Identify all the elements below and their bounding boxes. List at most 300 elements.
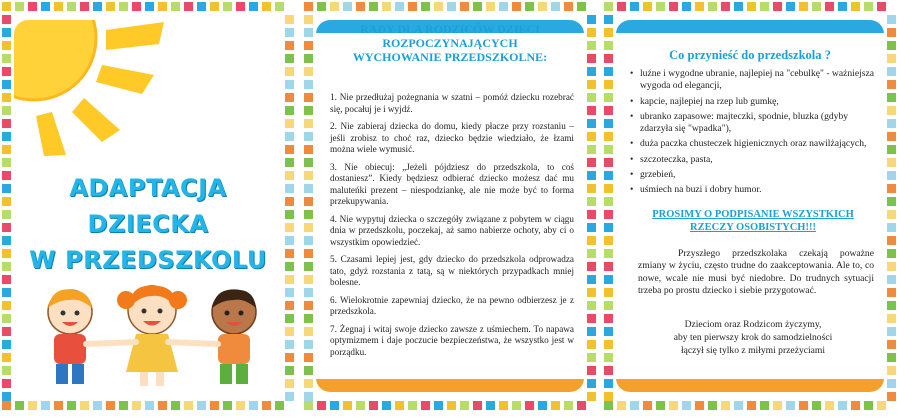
border-tile (285, 223, 294, 232)
border-tile (2, 353, 11, 362)
border-tile (887, 327, 896, 336)
border-tile (223, 2, 232, 11)
border-tile (587, 223, 596, 232)
border-tile (285, 262, 294, 271)
border-tile (80, 2, 89, 11)
border-tile (119, 2, 128, 11)
border-tile (2, 401, 11, 410)
border-tile (54, 401, 63, 410)
border-tile (132, 401, 141, 410)
border-tile (604, 262, 613, 271)
border-tile (587, 80, 596, 89)
border-tile (604, 236, 613, 245)
border-tile (285, 301, 294, 310)
checklist-item: • ubranko zapasowe: majteczki, spodnie, bluzka (gdyby zdarzyła się "wpadka"), (630, 111, 876, 136)
border-tile (887, 392, 896, 401)
border-tile (119, 401, 128, 410)
border-tile (304, 275, 313, 284)
border-tile (656, 401, 665, 410)
border-tile (236, 2, 245, 11)
border-tile (669, 401, 678, 410)
border-tile (486, 401, 495, 410)
border-tile (887, 288, 896, 297)
border-tile (262, 401, 271, 410)
cover-title-line: ADAPTACJA (69, 174, 227, 202)
border-tile (604, 171, 613, 180)
border-tile (304, 301, 313, 310)
border-tile (304, 249, 313, 258)
border-tile (669, 2, 678, 11)
top-band (616, 20, 884, 33)
border-tile (587, 275, 596, 284)
border-tile (2, 119, 11, 128)
border-tile (285, 210, 294, 219)
border-tile (2, 158, 11, 167)
border-tile (630, 2, 639, 11)
border-tile (28, 2, 37, 11)
border-tile (564, 401, 573, 410)
border-tile (67, 2, 76, 11)
border-tile (184, 401, 193, 410)
border-tile (643, 2, 652, 11)
border-tile (786, 2, 795, 11)
border-tile (887, 223, 896, 232)
border-tile (304, 158, 313, 167)
border-tile (285, 93, 294, 102)
border-tile (2, 340, 11, 349)
border-tile (356, 401, 365, 410)
border-tile (2, 210, 11, 219)
border-tile (887, 275, 896, 284)
border-tile (223, 401, 232, 410)
border-tile (604, 158, 613, 167)
border-tile (604, 366, 613, 375)
border-tile (682, 2, 691, 11)
border-tile (2, 262, 11, 271)
border-tile (551, 401, 560, 410)
border-tile (369, 2, 378, 11)
border-tile (285, 392, 294, 401)
border-tile (887, 132, 896, 141)
border-tile (786, 401, 795, 410)
border-tile (604, 275, 613, 284)
border-tile (382, 401, 391, 410)
border-tile (2, 249, 11, 258)
advice-heading (308, 22, 592, 64)
cover-title (14, 170, 282, 278)
border-tile (604, 314, 613, 323)
border-tile (460, 2, 469, 11)
border-tile (210, 401, 219, 410)
border-tile (604, 28, 613, 37)
border-tile (67, 401, 76, 410)
border-tile (2, 236, 11, 245)
checklist-item: • duża paczka chusteczek higienicznych oraz nawilżających, (630, 138, 876, 150)
border-tile (577, 2, 586, 11)
border-tile (799, 401, 808, 410)
border-tile (285, 353, 294, 362)
border-tile (408, 401, 417, 410)
border-tile (877, 2, 886, 11)
border-tile (285, 158, 294, 167)
advice-item: 3. Nie obiecuj: „Jeżeli pójdziesz do przedszkola, to coś dostaniesz”. Kiedy będziesz odbierać dziecko możesz dać mu maluteńki prezent – niespodziankę, ale nie może być to forma przekupywania. (330, 161, 574, 206)
border-tile (304, 145, 313, 154)
checklist-item: • luźne i wygodne ubranie, najlepiej na "cebulkę" - ważniejsza wygoda od elegancji, (630, 68, 876, 93)
border-tile (499, 2, 508, 11)
border-tile (604, 379, 613, 388)
border-tile (760, 2, 769, 11)
border-tile (447, 401, 456, 410)
border-tile (395, 2, 404, 11)
border-tile (356, 2, 365, 11)
checklist-item: • kapcie, najlepiej na rzep lub gumkę, (630, 96, 876, 108)
border-tile (887, 67, 896, 76)
border-tile (887, 353, 896, 362)
border-tile (587, 93, 596, 102)
border-tile (2, 314, 11, 323)
border-tile (604, 223, 613, 232)
border-tile (285, 340, 294, 349)
border-tile (93, 401, 102, 410)
border-tile (330, 2, 339, 11)
border-tile (851, 2, 860, 11)
border-tile (2, 275, 11, 284)
border-tile (2, 366, 11, 375)
border-tile (304, 392, 313, 401)
border-tile (304, 262, 313, 271)
border-tile (304, 288, 313, 297)
border-tile (525, 401, 534, 410)
border-tile (285, 249, 294, 258)
border-tile (604, 80, 613, 89)
border-tile (887, 379, 896, 388)
border-tile (304, 314, 313, 323)
border-tile (587, 197, 596, 206)
border-tile (587, 288, 596, 297)
border-tile (80, 401, 89, 410)
border-tile (210, 2, 219, 11)
border-tile (887, 119, 896, 128)
border-tile (145, 401, 154, 410)
intro-paragraph: Przyszłego przedszkolaka czekają poważne zmiany w życiu, często trudne do zaakceptowania. Ale to, co nowe, wcale nie musi być niedobre. Do trudnych sytuacji trzeba po prostu dziecko i siebie przygotować. (638, 248, 874, 296)
checklist-panel (602, 0, 898, 412)
border-tile (132, 2, 141, 11)
checklist-item: • uśmiech na buzi i dobry humor. (630, 184, 876, 196)
border-tile (587, 145, 596, 154)
border-tile (887, 314, 896, 323)
border-tile (285, 314, 294, 323)
border-tile (587, 171, 596, 180)
bottom-band (616, 379, 884, 392)
border-tile (285, 119, 294, 128)
border-tile (184, 2, 193, 11)
border-tile (604, 184, 613, 193)
border-tile (275, 401, 284, 410)
border-tile (887, 197, 896, 206)
border-tile (285, 41, 294, 50)
border-tile (538, 401, 547, 410)
border-tile (304, 401, 313, 410)
border-tile (106, 2, 115, 11)
border-tile (838, 2, 847, 11)
border-tile (304, 93, 313, 102)
border-tile (887, 366, 896, 375)
border-tile (864, 2, 873, 11)
border-tile (887, 301, 896, 310)
border-tile (851, 401, 860, 410)
advice-item: 7. Żegnaj i witaj swoje dziecko zawsze z uśmiechem. To napawa optymizmem i daje poczucie bezpieczeństwa, że wszystko jest w porządku. (330, 323, 574, 357)
border-tile (564, 2, 573, 11)
border-tile (604, 119, 613, 128)
border-tile (285, 106, 294, 115)
border-tile (887, 184, 896, 193)
border-tile (617, 2, 626, 11)
border-tile (2, 145, 11, 154)
border-tile (275, 2, 284, 11)
border-tile (587, 236, 596, 245)
advice-heading-line: RADY DLA RODZICÓW DZIECI (360, 22, 540, 36)
border-tile (604, 197, 613, 206)
border-tile (551, 2, 560, 11)
border-tile (604, 93, 613, 102)
border-tile (617, 401, 626, 410)
border-tile (538, 2, 547, 11)
border-tile (721, 401, 730, 410)
border-tile (421, 401, 430, 410)
border-tile (421, 2, 430, 11)
border-tile (587, 132, 596, 141)
border-tile (721, 2, 730, 11)
border-tile (106, 401, 115, 410)
border-tile (587, 301, 596, 310)
advice-item: 6. Wielokrotnie zapewniaj dziecko, że na pewno odbierzesz je z przedszkola. (330, 294, 574, 316)
border-tile (587, 314, 596, 323)
border-tile (734, 401, 743, 410)
border-tile (587, 353, 596, 362)
child-girl-icon (117, 286, 187, 386)
border-tile (587, 210, 596, 219)
border-tile (382, 2, 391, 11)
border-tile (604, 288, 613, 297)
border-tile (285, 379, 294, 388)
child-boy-icon (212, 290, 256, 384)
border-tile (587, 184, 596, 193)
border-tile (773, 401, 782, 410)
advice-list (330, 92, 574, 364)
border-tile (249, 2, 258, 11)
border-tile (285, 171, 294, 180)
border-tile (262, 2, 271, 11)
closing-wish-line: Dzieciom oraz Rodzicom życzymy, (684, 319, 822, 330)
border-tile (604, 132, 613, 141)
border-tile (887, 28, 896, 37)
border-tile (41, 2, 50, 11)
border-tile (249, 401, 258, 410)
border-tile (93, 2, 102, 11)
border-tile (285, 132, 294, 141)
border-tile (499, 401, 508, 410)
advice-item: 2. Nie zabieraj dziecka do domu, kiedy płacze przy rozstaniu – jeśli zrobisz to choć raz, dziecko będzie wiedziało, że łzami można wiele wymusić. (330, 121, 574, 154)
border-tile (682, 401, 691, 410)
border-tile (304, 2, 313, 11)
border-tile (2, 184, 11, 193)
border-tile (656, 2, 665, 11)
advice-item: 4. Nie wypytuj dziecka o szczegóły związane z pobytem w ciągu dnia w przedszkolu, poczekaj, aż samo nabierze ochoty, aby ci o wszystkim opowiedzieć. (330, 213, 574, 247)
border-tile (304, 223, 313, 232)
cover-title-line: W PRZEDSZKOLU (29, 246, 267, 274)
cover-title-line: DZIECKA (87, 210, 209, 238)
border-tile (197, 2, 206, 11)
border-tile (304, 119, 313, 128)
border-tile (197, 401, 206, 410)
border-tile (460, 401, 469, 410)
border-tile (54, 2, 63, 11)
border-tile (587, 106, 596, 115)
border-tile (604, 145, 613, 154)
border-tile (285, 15, 294, 24)
advice-heading-line: ROZPOCZYNAJĄCYCH (382, 36, 518, 50)
checklist-item: • grzebień, (630, 169, 876, 181)
border-tile (285, 80, 294, 89)
border-tile (825, 401, 834, 410)
border-tile (304, 184, 313, 193)
border-tile (604, 401, 613, 410)
border-tile (2, 223, 11, 232)
border-tile (512, 401, 521, 410)
border-tile (15, 401, 24, 410)
border-tile (887, 262, 896, 271)
border-tile (2, 327, 11, 336)
border-tile (525, 2, 534, 11)
advice-item: 1. Nie przedłużaj pożegnania w szatni – pomóż dziecku rozebrać się, pocałuj je i wyjdź. (330, 92, 574, 114)
border-tile (587, 327, 596, 336)
border-tile (587, 158, 596, 167)
border-tile (2, 301, 11, 310)
advice-item: 5. Czasami lepiej jest, gdy dziecko do przedszkola odprowadza tato, gdyż rozstania z tatą, są w niektórych przypadkach mniej bolesne. (330, 254, 574, 287)
border-tile (2, 379, 11, 388)
border-tile (587, 379, 596, 388)
border-tile (760, 401, 769, 410)
border-tile (887, 210, 896, 219)
border-tile (473, 2, 482, 11)
border-tile (604, 2, 613, 11)
border-tile (747, 401, 756, 410)
border-tile (708, 401, 717, 410)
border-tile (604, 392, 613, 401)
border-tile (877, 401, 886, 410)
child-boy-icon (48, 289, 92, 384)
border-tile (887, 236, 896, 245)
border-tile (158, 2, 167, 11)
advice-heading-line: WYCHOWANIE PRZEDSZKOLNE: (352, 50, 548, 64)
border-tile (864, 401, 873, 410)
border-tile (812, 2, 821, 11)
border-tile (304, 379, 313, 388)
checklist-list (630, 68, 876, 200)
border-tile (799, 2, 808, 11)
border-tile (630, 401, 639, 410)
border-tile (887, 106, 896, 115)
border-tile (285, 197, 294, 206)
border-tile (304, 366, 313, 375)
border-tile (304, 132, 313, 141)
signing-request-line: RZECZY OSOBISTYCH!!! (690, 222, 816, 233)
border-tile (2, 54, 11, 63)
border-tile (825, 2, 834, 11)
border-tile (773, 2, 782, 11)
checklist-heading: Co przynieść do przedszkola ? (669, 48, 831, 62)
border-tile (285, 67, 294, 76)
advice-panel (302, 0, 598, 412)
border-tile (2, 132, 11, 141)
border-tile (887, 158, 896, 167)
border-tile (304, 80, 313, 89)
border-tile (28, 401, 37, 410)
border-tile (285, 236, 294, 245)
border-tile (304, 340, 313, 349)
border-tile (604, 249, 613, 258)
border-tile (577, 401, 586, 410)
border-tile (643, 401, 652, 410)
border-tile (604, 301, 613, 310)
border-tile (434, 2, 443, 11)
border-tile (317, 401, 326, 410)
border-tile (887, 80, 896, 89)
border-tile (285, 288, 294, 297)
border-tile (285, 28, 294, 37)
border-tile (304, 210, 313, 219)
border-tile (604, 210, 613, 219)
border-tile (2, 28, 11, 37)
border-tile (838, 401, 847, 410)
border-tile (812, 401, 821, 410)
border-tile (304, 197, 313, 206)
border-tile (2, 67, 11, 76)
border-tile (587, 340, 596, 349)
border-tile (587, 249, 596, 258)
checklist-item: • szczoteczka, pasta, (630, 154, 876, 166)
border-tile (486, 2, 495, 11)
border-tile (887, 249, 896, 258)
border-tile (695, 401, 704, 410)
border-tile (434, 401, 443, 410)
border-tile (587, 262, 596, 271)
border-tile (747, 2, 756, 11)
border-tile (343, 401, 352, 410)
border-tile (887, 145, 896, 154)
cover-panel (0, 0, 296, 412)
border-tile (473, 401, 482, 410)
border-tile (2, 80, 11, 89)
border-tile (604, 327, 613, 336)
border-tile (304, 171, 313, 180)
closing-wish (630, 318, 876, 357)
border-tile (285, 327, 294, 336)
border-tile (285, 54, 294, 63)
border-tile (2, 392, 11, 401)
border-tile (369, 401, 378, 410)
border-tile (343, 2, 352, 11)
border-tile (2, 15, 11, 24)
border-tile (2, 93, 11, 102)
border-tile (447, 2, 456, 11)
border-tile (604, 340, 613, 349)
border-tile (145, 2, 154, 11)
border-tile (604, 15, 613, 24)
border-tile (887, 93, 896, 102)
closing-wish-line: łączył się tylko z miłymi przeżyciami (680, 345, 826, 356)
border-tile (171, 2, 180, 11)
